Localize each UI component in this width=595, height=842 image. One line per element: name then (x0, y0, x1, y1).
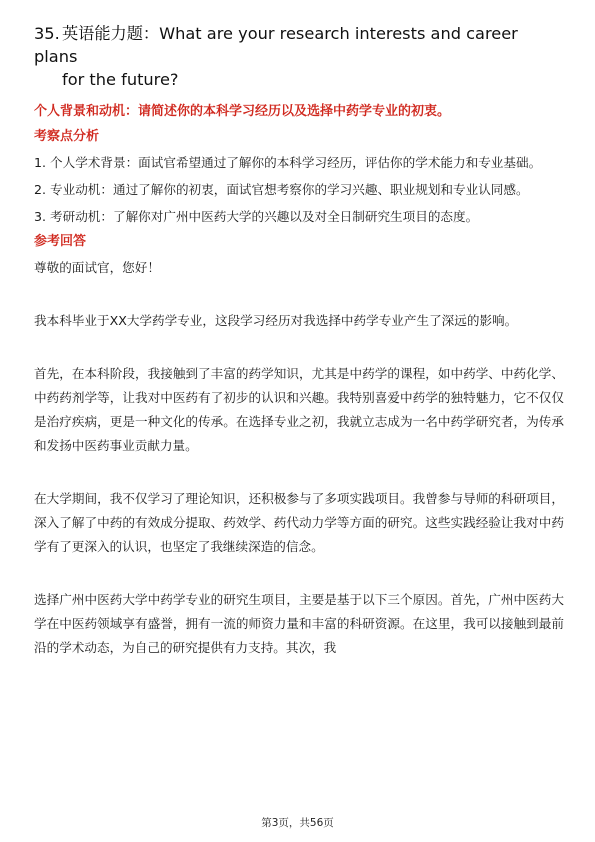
prompt-text: 个人背景和动机：请简述你的本科学习经历以及选择中药学专业的初衷。 (34, 104, 451, 119)
question-number: 35. (34, 24, 60, 43)
answer-paragraph: 我本科毕业于XX大学药学专业，这段学习经历对我选择中药学专业产生了深远的影响。 (34, 313, 518, 328)
question-title (34, 22, 564, 91)
analysis-heading: 考察点分析 (34, 129, 100, 144)
page-content (34, 22, 564, 663)
answer-heading: 参考回答 (34, 234, 87, 249)
answer-paragraph: 在大学期间，我不仅学习了理论知识，还积极参与了多项实践项目。我曾参与导师的科研项目，深入了解了中药的有效成分提取、药效学、药代动力学等方面的研究。这些实践经验让我对中药学有了更深入的认识，也坚定了我继续深造的信念。 (34, 491, 564, 554)
answer-paragraph: 选择广州中医药大学中药学专业的研究生项目，主要是基于以下三个原因。首先，广州中医药大学在中医药领域享有盛誉，拥有一流的师资力量和丰富的科研资源。在这里，我可以接触到最前沿的学术动态，为自己的研究提供有力支持。其次，我 (34, 592, 564, 655)
question-text-line1: 英语能力题：What are your research interests and career plans (34, 24, 518, 66)
page-footer: 第3页，共56页 (261, 817, 334, 829)
question-text-line2: for the future? (62, 70, 179, 89)
analysis-point: 1. 个人学术背景：面试官希望通过了解你的本科学习经历，评估你的学术能力和专业基础。 (34, 155, 542, 170)
analysis-point: 2. 专业动机：通过了解你的初衷，面试官想考察你的学习兴趣、职业规划和专业认同感。 (34, 182, 529, 197)
answer-paragraph: 首先，在本科阶段，我接触到了丰富的药学知识，尤其是中药学的课程，如中药学、中药化学、中药药剂学等，让我对中医药有了初步的认识和兴趣。我特别喜爱中药学的独特魅力，它不仅仅是治疗疾病，更是一种文化的传承。在选择专业之初，我就立志成为一名中药学研究者，为传承和发扬中医药事业贡献力量。 (34, 366, 564, 453)
answer-greeting: 尊敬的面试官，您好！ (34, 260, 160, 275)
analysis-point: 3. 考研动机：了解你对广州中医药大学的兴趣以及对全日制研究生项目的态度。 (34, 209, 479, 224)
